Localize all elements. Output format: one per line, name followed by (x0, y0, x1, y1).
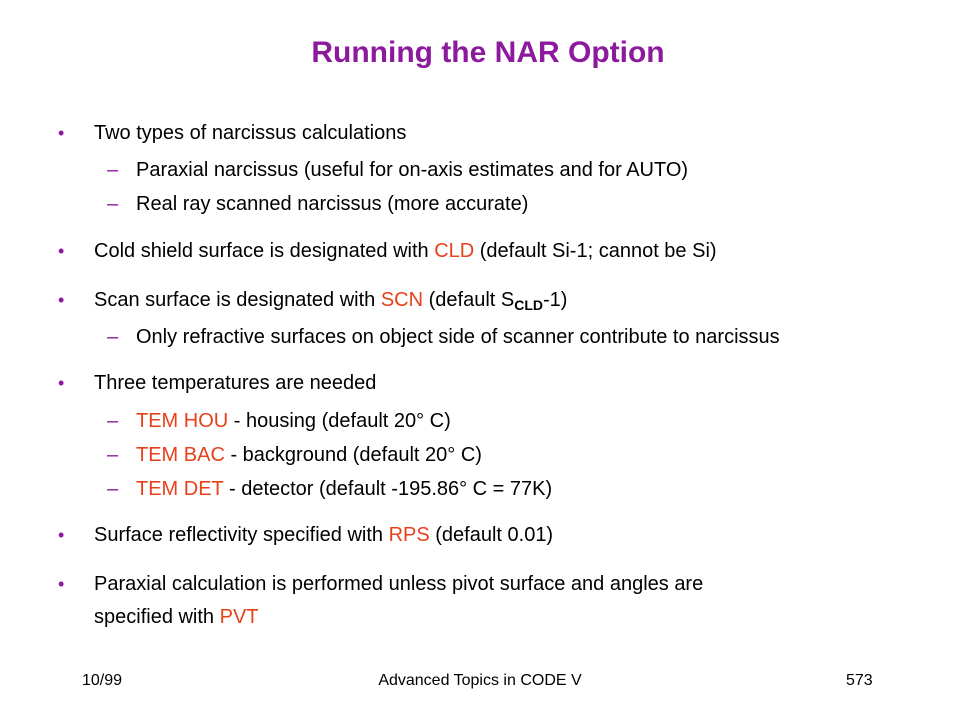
bullet-marker: • (58, 574, 65, 594)
sub-item-text: Only refractive surfaces on object side of scanner contribute to narcissus (136, 326, 780, 348)
bullet-text (94, 601, 259, 633)
text-segment: -1) (543, 289, 568, 311)
text-segment: specified with (94, 606, 220, 628)
text-segment: Cold shield surface is designated with (94, 240, 435, 262)
text-segment: Surface reflectivity specified with (94, 524, 389, 546)
sub-item-text (136, 473, 552, 505)
bullet-marker: • (58, 123, 65, 143)
keyword-cld: CLD (434, 240, 475, 262)
sub-item-text (136, 405, 451, 437)
keyword-tem-hou: TEM HOU (136, 410, 229, 432)
keyword-rps: RPS (388, 524, 430, 546)
dash-marker: – (107, 159, 119, 181)
keyword-tem-bac: TEM BAC (136, 444, 225, 466)
sub-item-text: Real ray scanned narcissus (more accurate) (136, 193, 529, 215)
text-segment: (default 0.01) (429, 524, 554, 546)
text-segment: - detector (default -195.86° C = 77K) (223, 478, 553, 500)
bullet-text: Paraxial calculation is performed unless pivot surface and angles are (94, 573, 704, 595)
subscript-cld: CLD (514, 297, 544, 313)
footer-center-title: Advanced Topics in CODE V (378, 672, 582, 689)
bullet-marker: • (58, 241, 65, 261)
keyword-pvt: PVT (219, 606, 259, 628)
slide-title: Running the NAR Option (311, 36, 665, 69)
footer-date: 10/99 (82, 672, 123, 689)
bullet-text: Two types of narcissus calculations (94, 122, 407, 144)
text-segment: Scan surface is designated with (94, 289, 381, 311)
bullet-text (94, 284, 567, 316)
bullet-text (94, 519, 553, 551)
dash-marker: – (107, 478, 119, 500)
footer-page-number: 573 (846, 672, 873, 689)
text-segment: (default S (423, 289, 515, 311)
text-segment: (default Si-1; cannot be Si) (474, 240, 717, 262)
bullet-marker: • (58, 290, 65, 310)
bullet-marker: • (58, 525, 65, 545)
bullet-text: Three temperatures are needed (94, 372, 377, 394)
text-segment: - housing (default 20° C) (228, 410, 451, 432)
dash-marker: – (107, 326, 119, 348)
bullet-text (94, 235, 717, 267)
dash-marker: – (107, 410, 119, 432)
bullet-marker: • (58, 373, 65, 393)
text-segment: - background (default 20° C) (224, 444, 482, 466)
keyword-tem-det: TEM DET (136, 478, 224, 500)
keyword-scn: SCN (380, 289, 424, 311)
sub-item-text: Paraxial narcissus (useful for on-axis estimates and for AUTO) (136, 159, 689, 181)
dash-marker: – (107, 193, 119, 215)
sub-item-text (136, 439, 482, 471)
dash-marker: – (107, 444, 119, 466)
